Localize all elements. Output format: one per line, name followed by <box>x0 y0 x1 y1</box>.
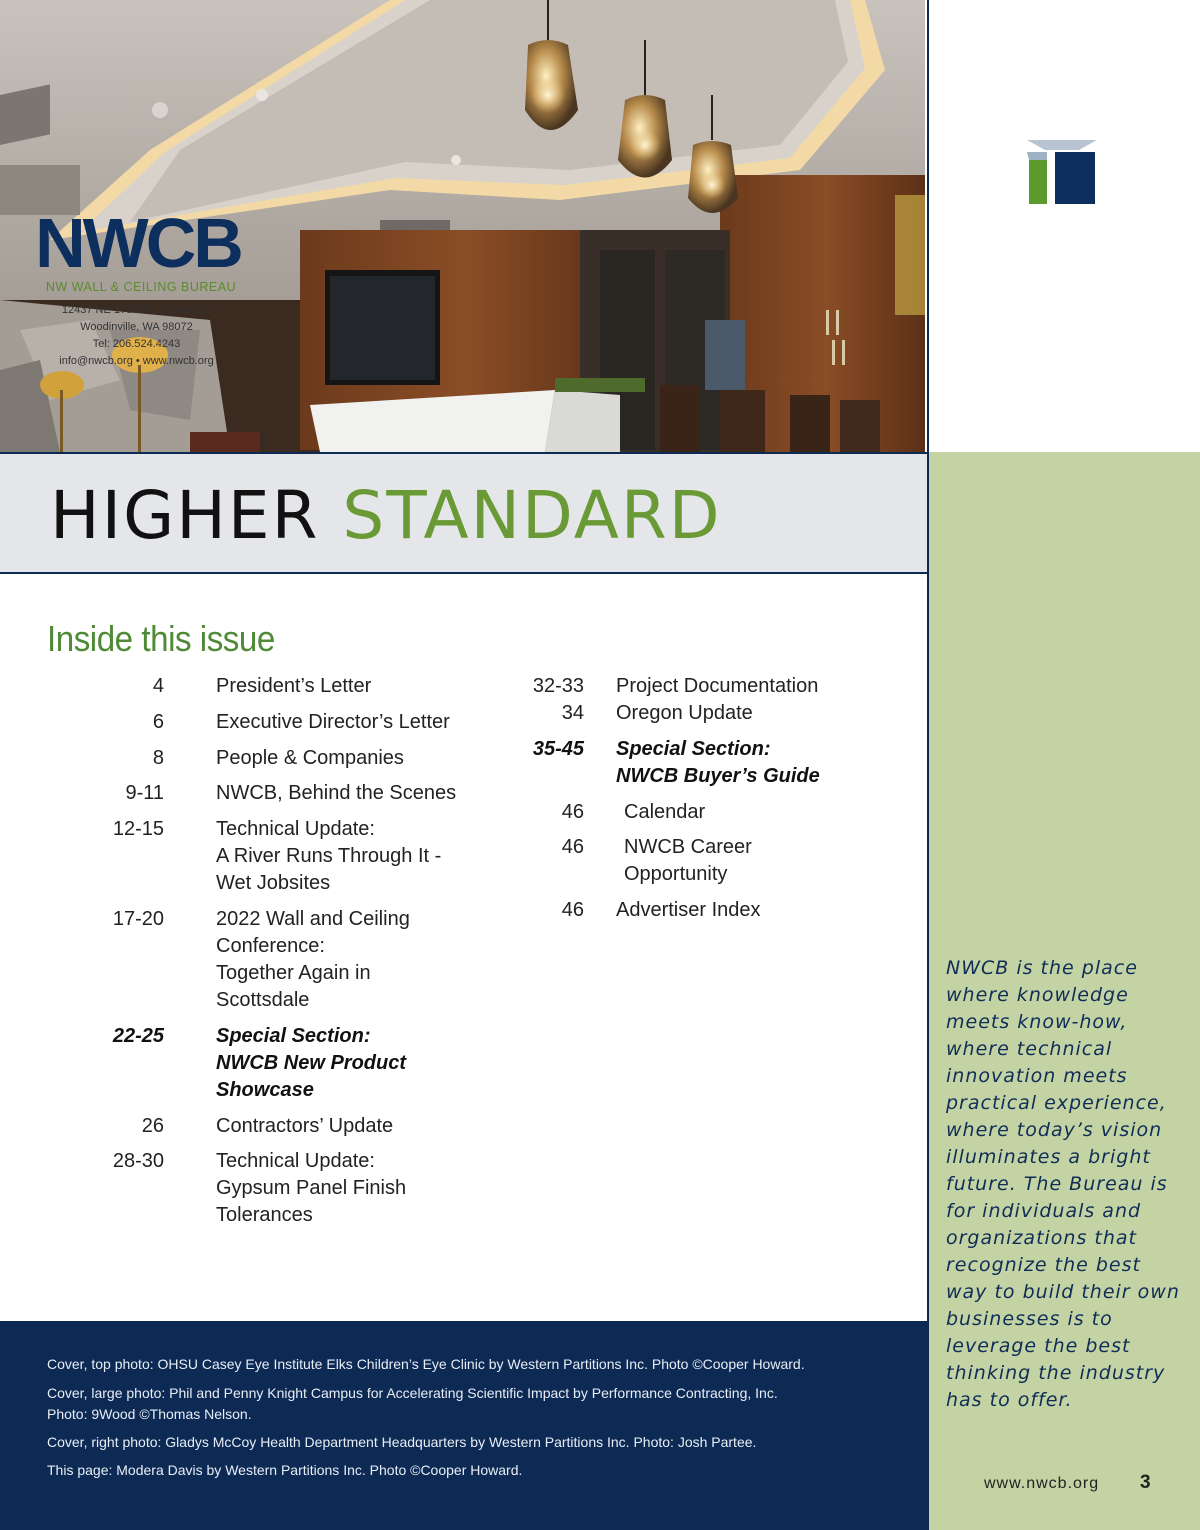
toc-label: Scottsdale <box>216 989 310 1011</box>
address-line-2: Woodinville, WA 98072 <box>80 321 193 333</box>
toc-pages: 12-15 <box>112 818 164 840</box>
toc-pages: 35-45 <box>532 738 584 760</box>
footer-url[interactable]: www.nwcb.org <box>984 1475 1100 1492</box>
title-word-standard: STANDARD <box>342 477 722 554</box>
toc-pages: 22-25 <box>112 1025 164 1047</box>
credit-line: Cover, large photo: Phil and Penny Knight Campus for Accelerating Scientific Impact by Performance Contracting, Inc. <box>47 1385 778 1401</box>
page-title <box>50 476 722 556</box>
logo-panel <box>927 0 1200 452</box>
toc-label: Oregon Update <box>616 702 753 724</box>
toc-label: Gypsum Panel Finish <box>216 1177 407 1199</box>
toc-label: Special Section: <box>616 738 771 760</box>
address-line-1: 12437 NE 173rd PL, Suite 200 <box>61 304 212 316</box>
phone: Tel: 206.524.4243 <box>92 338 181 350</box>
logo-subtitle: NW WALL & CEILING BUREAU <box>45 280 237 294</box>
toc-entry-special-section[interactable] <box>0 1023 480 1104</box>
inside-heading: Inside this issue <box>47 618 275 659</box>
credit-line: This page: Modera Davis by Western Partitions Inc. Photo ©Cooper Howard. <box>47 1462 523 1478</box>
toc-entry[interactable] <box>480 834 920 888</box>
toc-label: Opportunity <box>624 863 728 885</box>
toc-label: Advertiser Index <box>616 899 761 921</box>
toc-label: A River Runs Through It - <box>216 845 442 867</box>
toc-entry[interactable] <box>0 816 480 897</box>
toc-pages: 4 <box>152 675 164 697</box>
toc-label: NWCB Career <box>624 836 752 858</box>
toc-entry[interactable] <box>0 1148 480 1229</box>
logo-wordmark: NWCB <box>35 204 241 282</box>
toc-label: President’s Letter <box>216 675 372 697</box>
contact-links: info@nwcb.org • www.nwcb.org <box>59 355 214 367</box>
toc-label: Technical Update: <box>216 818 375 840</box>
toc-label: Showcase <box>216 1079 314 1101</box>
toc-label: Conference: <box>216 935 325 957</box>
toc-label: Special Section: <box>216 1025 371 1047</box>
toc-pages: 6 <box>152 711 164 733</box>
credit-line: Photo: 9Wood ©Thomas Nelson. <box>47 1406 252 1422</box>
toc-label: Technical Update: <box>216 1150 375 1172</box>
toc-label: Executive Director’s Letter <box>216 711 450 733</box>
toc-label: NWCB New Product <box>216 1052 406 1074</box>
toc-pages: 9-11 <box>125 782 164 804</box>
toc-label: Tolerances <box>216 1204 313 1226</box>
toc-entry[interactable] <box>0 906 480 1014</box>
title-word-higher: HIGHER <box>50 477 320 554</box>
toc-pages: 8 <box>152 747 164 769</box>
toc-label: Project Documentation <box>616 675 819 697</box>
contact-address <box>0 302 273 370</box>
toc-entry-special-section[interactable] <box>480 736 920 790</box>
toc-label: NWCB, Behind the Scenes <box>216 782 457 804</box>
toc-pages: 32-33 <box>532 675 584 697</box>
toc-pages: 34 <box>561 702 584 724</box>
toc-pages: 26 <box>141 1115 164 1137</box>
toc-label: NWCB Buyer’s Guide <box>616 765 820 787</box>
toc-label: Wet Jobsites <box>216 872 331 894</box>
credit-line: Cover, top photo: OHSU Casey Eye Institute Elks Children’s Eye Clinic by Western Partitions Inc. Photo ©Cooper Howard. <box>47 1356 805 1372</box>
credit-line: Cover, right photo: Gladys McCoy Health Department Headquarters by Western Partitions Inc. Photo: Josh Partee. <box>47 1434 757 1450</box>
toc-label: Calendar <box>624 801 706 823</box>
toc-label: People & Companies <box>216 747 404 769</box>
page-number: 3 <box>1140 1472 1151 1493</box>
toc-label: Together Again in <box>216 962 371 984</box>
toc-label: 2022 Wall and Ceiling <box>216 908 410 930</box>
photo-credits-band <box>0 1321 927 1530</box>
toc-pages: 46 <box>561 899 584 921</box>
toc-pages: 46 <box>561 836 584 858</box>
toc-pages: 46 <box>561 801 584 823</box>
toc-pages: 28-30 <box>112 1150 164 1172</box>
toc-pages: 17-20 <box>112 908 164 930</box>
toc-label: Contractors’ Update <box>216 1115 394 1137</box>
mission-quote: NWCB is the place where knowledge meets know-how, where technical innovation meets practical experience, where today’s vision illuminates a bright future. The Bureau is for individuals and organizations that recognize the best way to build their own businesses is to leverage the best thinking the industry has to offer. <box>946 957 1180 1411</box>
nwcb-logo-mark-icon <box>1027 140 1097 204</box>
